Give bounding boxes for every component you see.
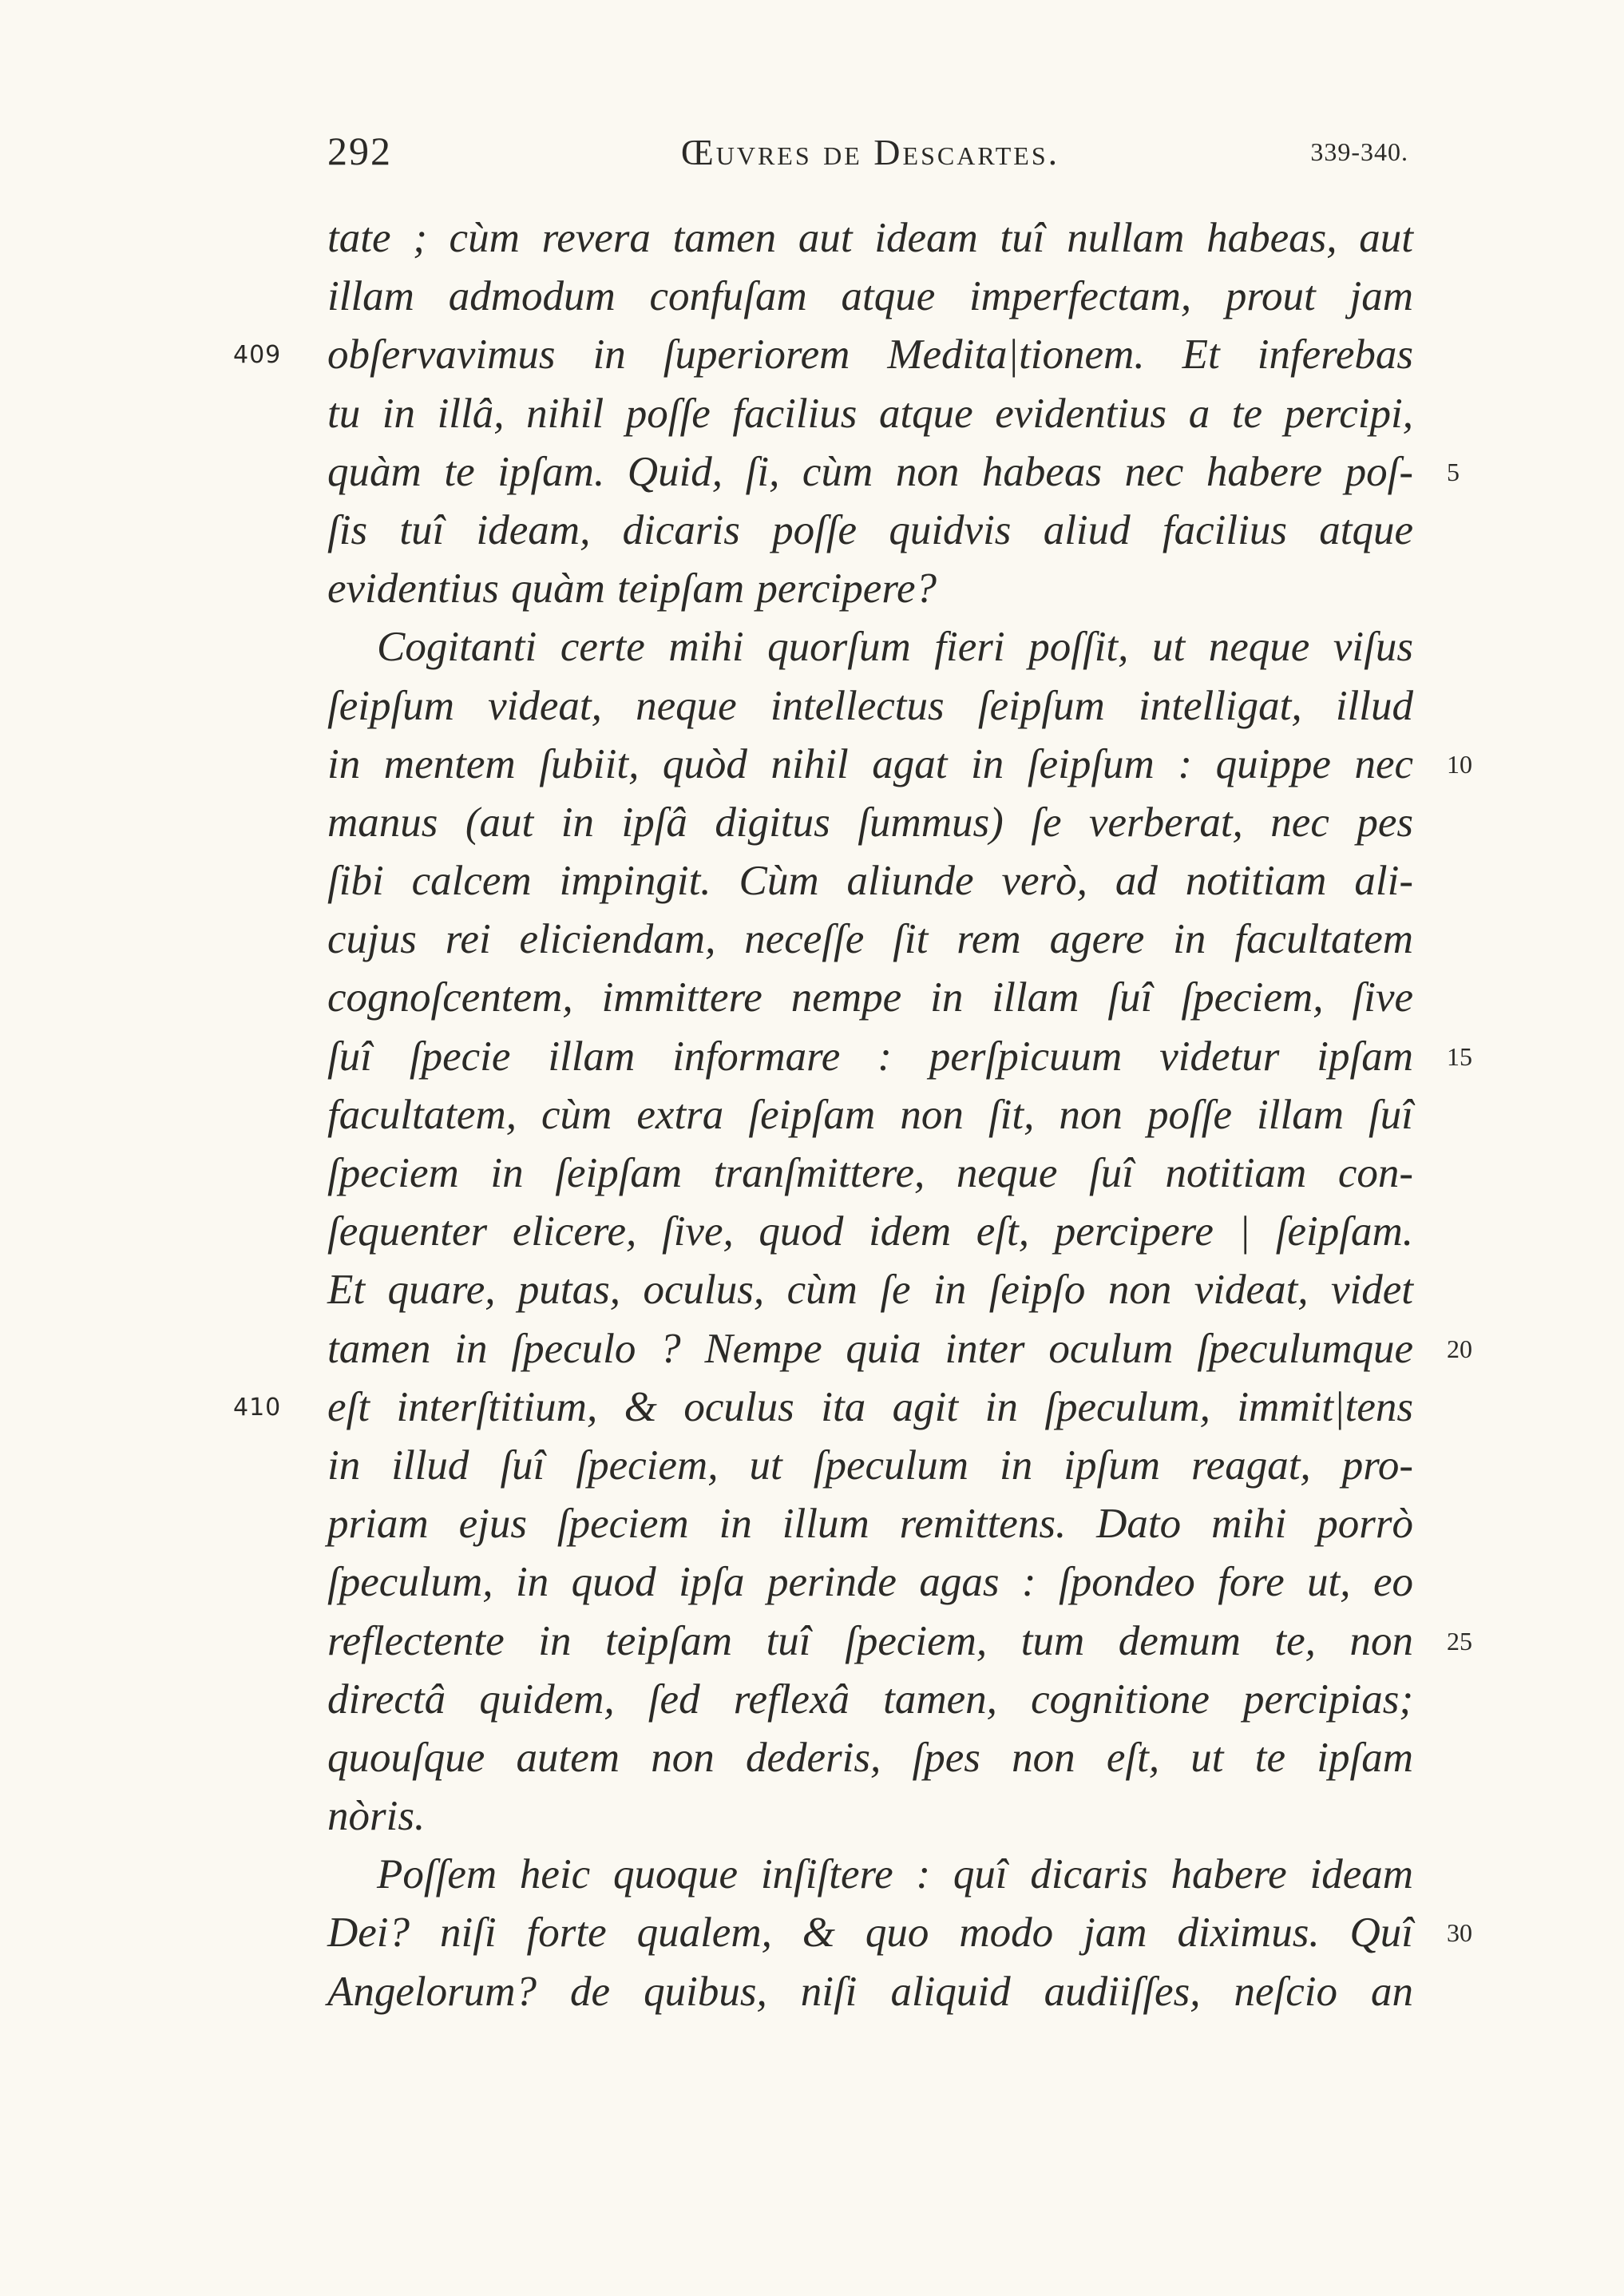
text-line: Angelorum? de quibus, niſi aliquid audiiſſes, neſcio an bbox=[327, 1968, 1413, 2015]
line-number: 25 bbox=[1447, 1626, 1472, 1656]
text-line: Dei? niſi forte qualem, & quo modo jam diximus. Quî 30 bbox=[327, 1904, 1413, 1962]
text-line: tu in illâ, nihil poſſe facilius atque evidentius a te percipi, bbox=[327, 390, 1413, 437]
text-line: ſpeculum, in quod ipſa perinde agas : ſpondeo fore ut, eo bbox=[327, 1559, 1413, 1606]
text-line: cujus rei eliciendam, neceſſe ſit rem agere in facultatem bbox=[327, 916, 1413, 963]
running-header bbox=[327, 128, 1413, 184]
text-line: priam ejus ſpeciem in illum remittens. Dato mihi porrò bbox=[327, 1501, 1413, 1548]
text-line: manus (aut in ipſâ digitus ſummus) ſe verberat, nec pes bbox=[327, 799, 1413, 846]
line-number: 20 bbox=[1447, 1334, 1472, 1363]
text-line: tate ; cùm revera tamen aut ideam tuî nullam habeas, aut bbox=[327, 215, 1413, 261]
edition-page-marker: 409 bbox=[233, 341, 282, 370]
text-line: cognoſcentem, immittere nempe in illam ſuî ſpeciem, ſive bbox=[327, 974, 1413, 1021]
running-title: Œuvres de Descartes. bbox=[680, 132, 1060, 172]
text-line: tamen in ſpeculo ? Nempe quia inter oculum ſpeculumque 20 bbox=[327, 1320, 1413, 1378]
page-number: 292 bbox=[327, 129, 392, 173]
text-line: 409 obſervavimus in ſuperiorem Medita|tionem. Et inferebas bbox=[327, 326, 1413, 384]
text-line: Cogitanti certe mihi quorſum fieri poſſit, ut neque viſus bbox=[377, 624, 1413, 671]
text-line: facultatem, cùm extra ſeipſam non ſit, non poſſe illam ſuî bbox=[327, 1091, 1413, 1138]
text-line: 410 eſt interſtitium, & oculus ita agit in ſpeculum, immit|tens bbox=[327, 1378, 1413, 1437]
line-number: 15 bbox=[1447, 1041, 1472, 1071]
edition-page-marker: 410 bbox=[233, 1393, 282, 1422]
text-line: illam admodum confuſam atque imperfectam, prout jam bbox=[327, 273, 1413, 320]
text-line: quàm te ipſam. Quid, ſi, cùm non habeas nec habere poſ- 5 bbox=[327, 443, 1413, 502]
source-page-range: 339-340. bbox=[1310, 137, 1408, 166]
text-line: quouſque autem non dederis, ſpes non eſt, ut te ipſam bbox=[327, 1734, 1413, 1781]
text-line: nòris. bbox=[327, 1793, 426, 1840]
text-line: directâ quidem, ſed reflexâ tamen, cognitione percipias; bbox=[327, 1675, 1413, 1723]
text-line: ſequenter elicere, ſive, quod idem eſt, percipere | ſeipſam. bbox=[327, 1208, 1413, 1255]
text-line: in mentem ſubiit, quòd nihil agat in ſeipſum : quippe nec 10 bbox=[327, 736, 1413, 794]
text-line: Et quare, putas, oculus, cùm ſe in ſeipſo non videat, videt bbox=[327, 1267, 1413, 1314]
text-line: ſis tuî ideam, dicaris poſſe quidvis aliud facilius atque bbox=[327, 506, 1413, 553]
text-line: ſibi calcem impingit. Cùm aliunde verò, ad notitiam ali- bbox=[327, 858, 1413, 905]
text-line: ſuî ſpecie illam informare : perſpicuum videtur ipſam 15 bbox=[327, 1028, 1413, 1086]
line-number: 30 bbox=[1447, 1918, 1472, 1948]
text-line: evidentius quàm teipſam percipere? bbox=[327, 565, 937, 613]
line-number: 10 bbox=[1447, 749, 1472, 779]
text-line: in illud ſuî ſpeciem, ut ſpeculum in ipſum reagat, pro- bbox=[327, 1441, 1413, 1489]
text-line: ſpeciem in ſeipſam tranſmittere, neque ſuî notitiam con- bbox=[327, 1150, 1413, 1196]
text-line: reflectente in teipſam tuî ſpeciem, tum demum te, non 25 bbox=[327, 1612, 1413, 1671]
line-number: 5 bbox=[1447, 457, 1460, 486]
body-text bbox=[233, 209, 1472, 2021]
text-line: Poſſem heic quoque inſiſtere : quî dicaris habere ideam bbox=[377, 1851, 1413, 1898]
text-line: ſeipſum videat, neque intellectus ſeipſum intelligat, illud bbox=[327, 682, 1413, 729]
